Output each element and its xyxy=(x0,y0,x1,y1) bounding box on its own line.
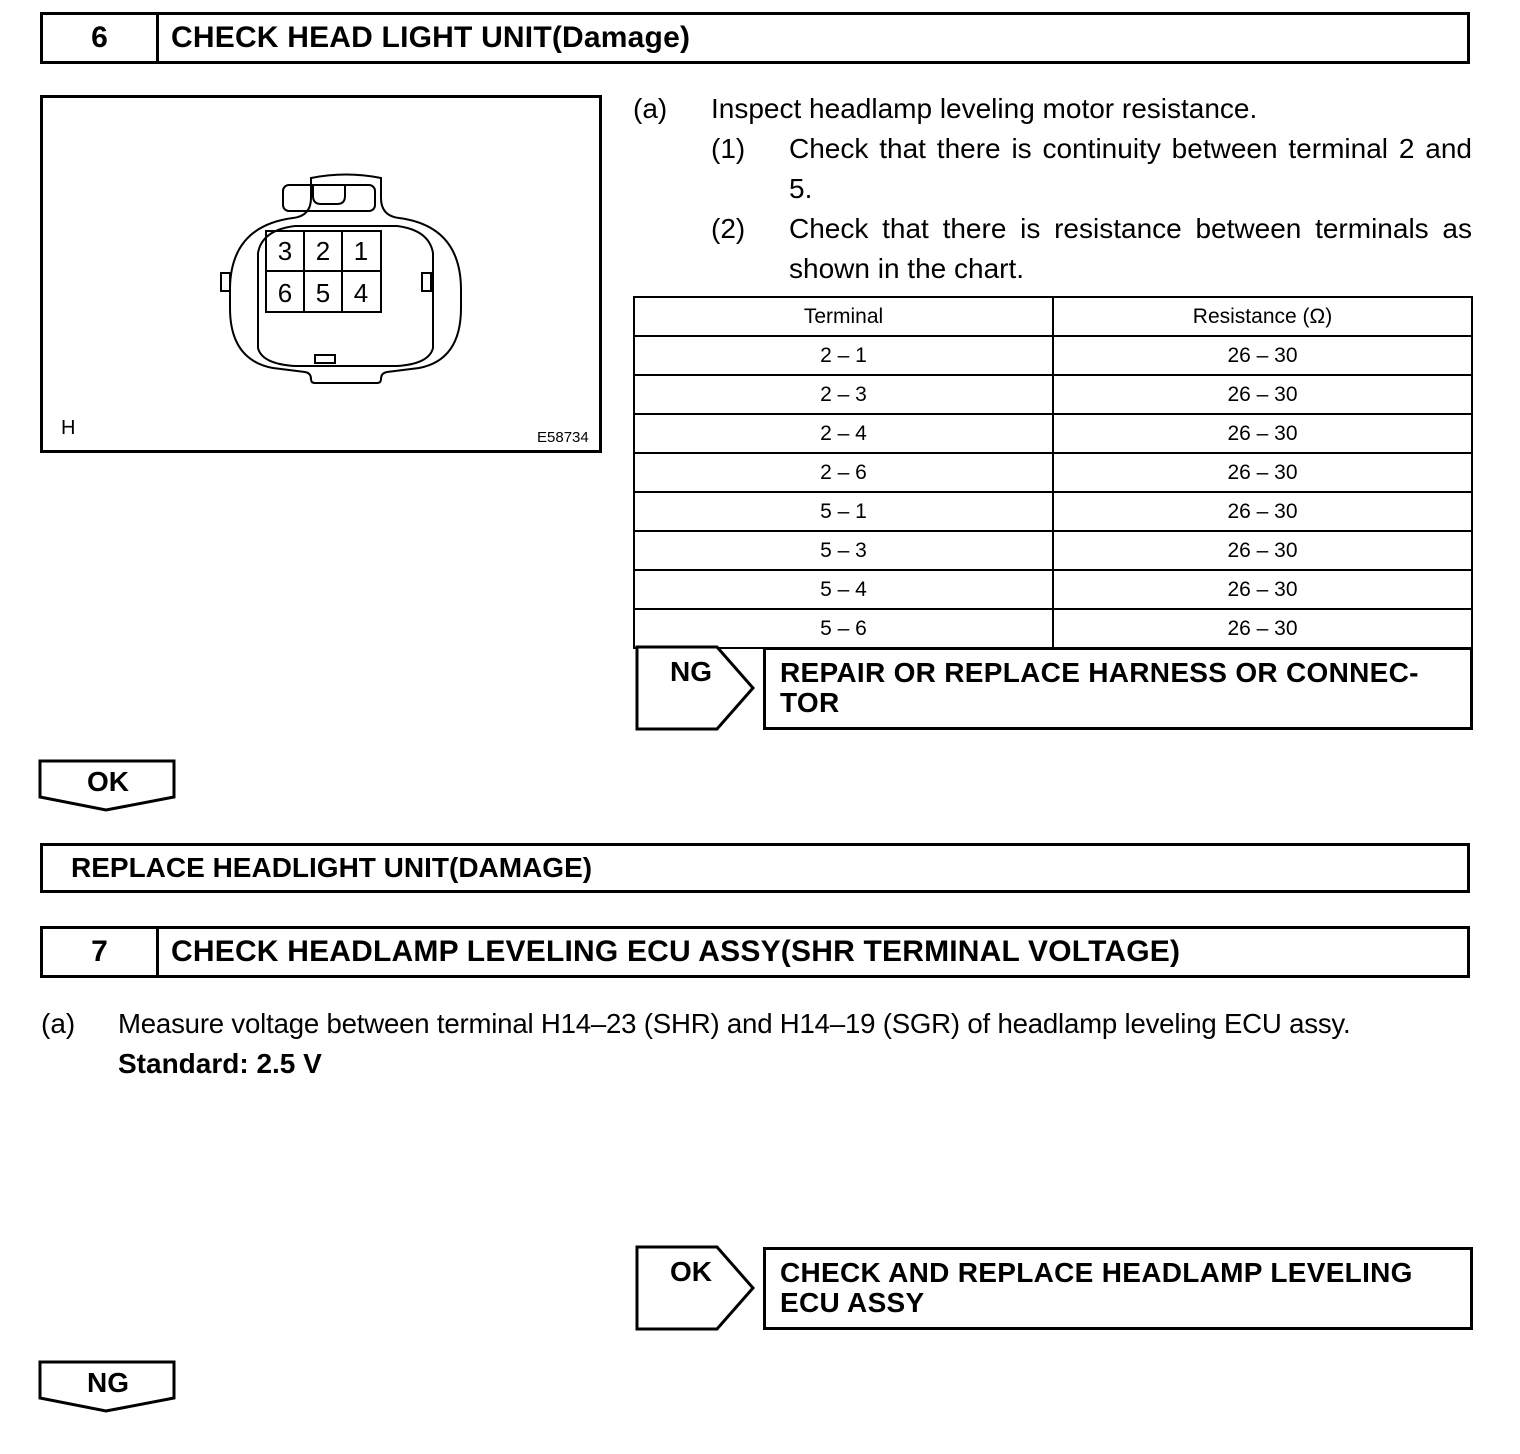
ok-result-line: CHECK AND REPLACE HEADLAMP LEVELING xyxy=(780,1257,1413,1288)
resistance-table xyxy=(633,296,1473,649)
table-row xyxy=(634,453,1472,492)
figure-corner-label: H xyxy=(61,417,76,439)
pin-label: 5 xyxy=(315,278,331,308)
step-title: CHECK HEADLAMP LEVELING ECU ASSY(SHR TERMINAL VOLTAGE) xyxy=(171,935,1181,968)
item-marker-1: (1) xyxy=(711,133,746,164)
instruction-2: Check that there is resistance between terminals as shown in the chart. xyxy=(789,213,1472,284)
step-7-header xyxy=(40,926,1470,978)
table-row xyxy=(634,375,1472,414)
step-number: 6 xyxy=(43,15,159,61)
pin-label: 3 xyxy=(277,236,293,266)
instruction-a: Measure voltage between terminal H14–23 (SHR) and H14–19 (SGR) of headlamp leveling ECU assy. xyxy=(118,1008,1351,1039)
instruction-1: Check that there is continuity between terminal 2 and 5. xyxy=(789,133,1472,204)
table-header: Resistance (Ω) xyxy=(1053,297,1472,336)
resistance-cell: 26 – 30 xyxy=(1053,453,1472,492)
item-marker-a: (a) xyxy=(633,93,668,124)
instruction-a: Inspect headlamp leveling motor resistance. xyxy=(711,93,1258,124)
table-row xyxy=(634,609,1472,648)
connector-figure xyxy=(40,95,602,453)
step-6-header xyxy=(40,12,1470,64)
replace-headlight-action: REPLACE HEADLIGHT UNIT(DAMAGE) xyxy=(40,843,1470,893)
resistance-cell: 26 – 30 xyxy=(1053,375,1472,414)
terminal-cell: 5 – 6 xyxy=(634,609,1053,648)
pin-label: 4 xyxy=(353,278,369,308)
step-title: CHECK HEAD LIGHT UNIT(Damage) xyxy=(171,21,691,54)
resistance-cell: 26 – 30 xyxy=(1053,414,1472,453)
item-marker-a: (a) xyxy=(41,1008,76,1039)
ok-label: OK xyxy=(670,1256,712,1287)
ng-result-line: TOR xyxy=(780,687,840,718)
table-row xyxy=(634,414,1472,453)
table-row xyxy=(634,336,1472,375)
ok-label: OK xyxy=(87,766,129,797)
table-row xyxy=(634,570,1472,609)
table-row xyxy=(634,531,1472,570)
pin-label: 1 xyxy=(353,236,369,266)
step-number: 7 xyxy=(43,929,159,975)
terminal-cell: 5 – 1 xyxy=(634,492,1053,531)
resistance-cell: 26 – 30 xyxy=(1053,336,1472,375)
table-header: Terminal xyxy=(634,297,1053,336)
resistance-cell: 26 – 30 xyxy=(1053,492,1472,531)
resistance-cell: 26 – 30 xyxy=(1053,609,1472,648)
terminal-cell: 2 – 1 xyxy=(634,336,1053,375)
ng-result-box xyxy=(763,647,1473,730)
table-header-row xyxy=(634,297,1472,336)
table-row xyxy=(634,492,1472,531)
connector-diagram xyxy=(43,98,599,450)
terminal-cell: 2 – 3 xyxy=(634,375,1053,414)
item-marker-2: (2) xyxy=(711,213,746,244)
ok-result-box xyxy=(763,1247,1473,1330)
terminal-cell: 5 – 4 xyxy=(634,570,1053,609)
terminal-cell: 2 – 4 xyxy=(634,414,1053,453)
terminal-cell: 2 – 6 xyxy=(634,453,1053,492)
resistance-cell: 26 – 30 xyxy=(1053,570,1472,609)
terminal-cell: 5 – 3 xyxy=(634,531,1053,570)
figure-code: E58734 xyxy=(537,429,589,446)
standard-value: Standard: 2.5 V xyxy=(118,1048,322,1079)
ok-result-line: ECU ASSY xyxy=(780,1287,925,1318)
ng-label: NG xyxy=(670,656,712,687)
pin-label: 2 xyxy=(315,236,331,266)
ng-result-line: REPAIR OR REPLACE HARNESS OR CONNEC- xyxy=(780,657,1419,688)
resistance-cell: 26 – 30 xyxy=(1053,531,1472,570)
ng-label: NG xyxy=(87,1367,129,1398)
pin-label: 6 xyxy=(277,278,293,308)
